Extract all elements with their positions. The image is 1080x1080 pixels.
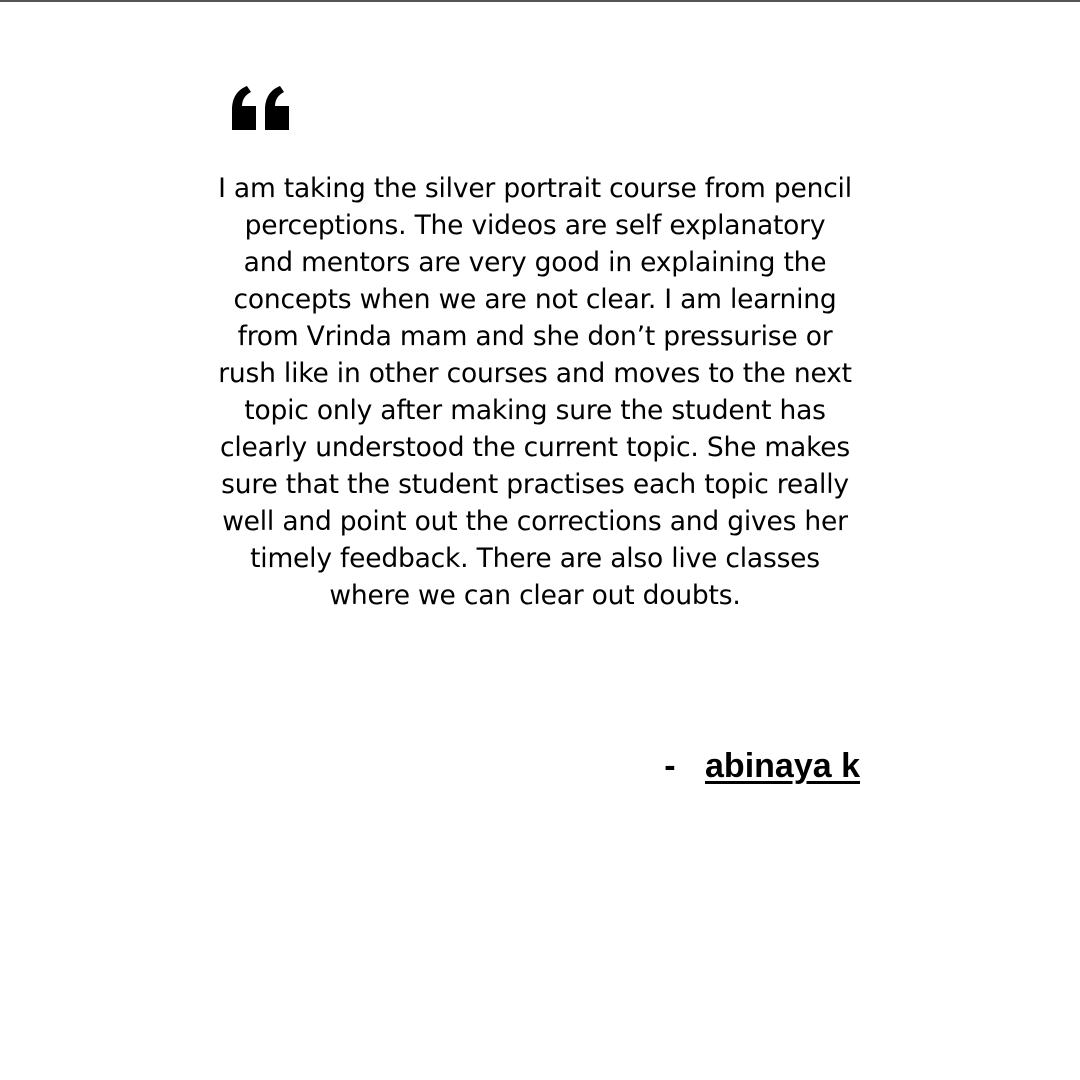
testimonial-line: clearly understood the current topic. She makes bbox=[220, 432, 850, 463]
author-name: abinaya k bbox=[705, 747, 860, 785]
testimonial-line: timely feedback. There are also live classes bbox=[250, 543, 820, 574]
testimonial-line: concepts when we are not clear. I am learning bbox=[233, 284, 837, 315]
author-attribution bbox=[664, 744, 860, 788]
testimonial-line: I am taking the silver portrait course from pencil bbox=[218, 173, 852, 204]
attribution-dash: - bbox=[664, 747, 676, 785]
testimonial-text bbox=[190, 170, 880, 614]
testimonial-line: from Vrinda mam and she don’t pressurise or bbox=[237, 321, 833, 352]
testimonial-line: where we can clear out doubts. bbox=[329, 580, 741, 611]
testimonial-line: topic only after making sure the student has bbox=[244, 395, 826, 426]
top-border-line bbox=[0, 0, 1080, 2]
testimonial-line: sure that the student practises each topic really bbox=[221, 469, 849, 500]
testimonial-line: perceptions. The videos are self explanatory bbox=[244, 210, 826, 241]
testimonial-line: well and point out the corrections and gives her bbox=[222, 506, 848, 537]
testimonial-line: rush like in other courses and moves to the next bbox=[218, 358, 852, 389]
testimonial-line: and mentors are very good in explaining the bbox=[243, 247, 827, 278]
open-double-quote-icon bbox=[231, 86, 291, 132]
